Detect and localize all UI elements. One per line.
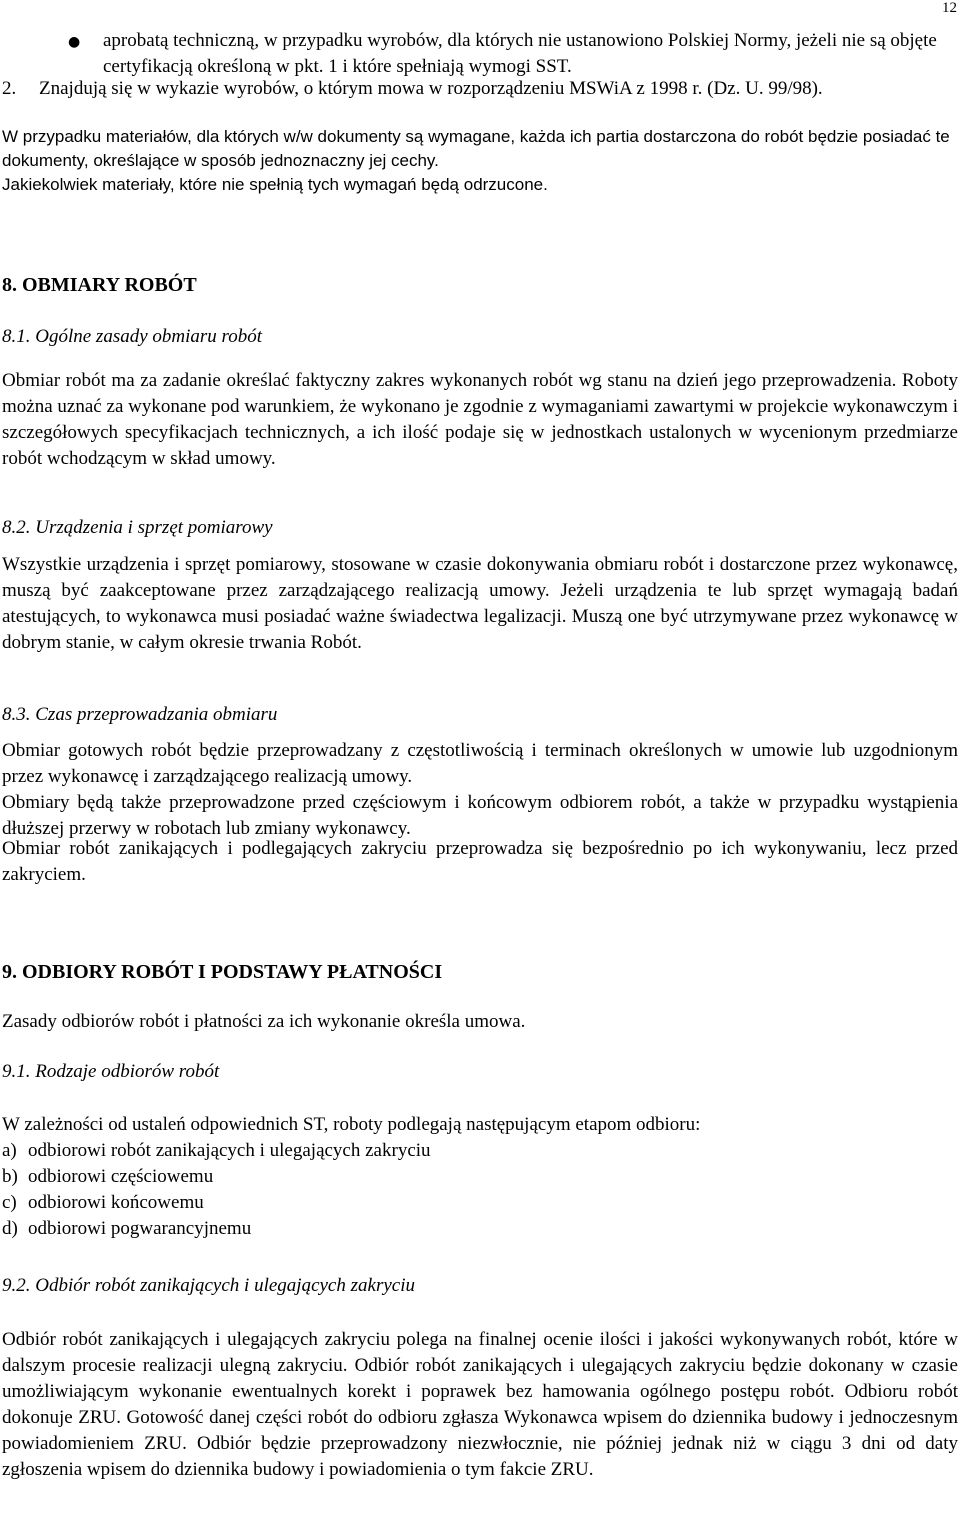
list-item-number: 2. xyxy=(2,78,17,99)
section-8-2-text: Wszystkie urządzenia i sprzęt pomiarowy, stosowane w czasie dokonywania obmiaru robót i dostarczone przez wykonawcę, muszą być zaakceptowane przez zarządzającego realizacją umowy. Jeżeli urządzenia te lub sprzęt wymagają badań atestujących, to wykonawca musi posiadać ważne świadectwa legalizacji. Muszą one być utrzymywane przez wykonawcę w dobrym stanie, w całym okresie trwania Robót. xyxy=(2,554,958,653)
section-9-2-text: Odbiór robót zanikających i ulegających zakryciu polega na finalnej ocenie ilości i jakości wykonywanych robót, które w dalszym procesie realizacji ulegną zakryciu. Odbiór robót zanikających i ulegających zakryciu będzie dokonany w czasie umożliwiającym wykonanie ewentualnych korekt i poprawek bez hamowania ogólnego postępu robót. Odbioru robót dokonuje ZRU. Gotowość danej części robót do odbioru zgłasza Wykonawca wpisem do dziennika budowy i jednoczesnym powiadomieniem ZRU. Odbiór będzie przeprowadzony niezwłocznie, nie później jednak niż w ciągu 3 dni od daty zgłoszenia wpisem do dziennika budowy i powiadomienia o tym fakcie ZRU. xyxy=(2,1329,958,1480)
list-item-text: odbiorowi końcowemu xyxy=(28,1192,204,1213)
section-8-1-text: Obmiar robót ma za zadanie określać faktyczny zakres wykonanych robót wg stanu na dzień jego przeprowadzenia. Roboty można uznać za wykonane pod warunkiem, że wykonano je zgodnie z wymaganiami zawartymi w projekcie wykonawczym i szczegółowych specyfikacjach technicznych, a ich ilość podaje się w jednostkach ustalonych w wycenionym przedmiarze robót wchodzącym w skład umowy. xyxy=(2,370,958,469)
list-item-label: d) xyxy=(2,1218,18,1239)
section-8-heading: 8. OBMIARY ROBÓT xyxy=(2,274,197,296)
bullet-item-text: aprobatą techniczną, w przypadku wyrobów, dla których nie ustanowiono Polskiej Normy, jeżeli nie są objęte certyfikacją określoną w pkt. 1 i które spełniają wymogi SST. xyxy=(103,30,937,77)
section-9-intro: Zasady odbiorów robót i płatności za ich wykonanie określa umowa. xyxy=(2,1011,526,1032)
page-number: 12 xyxy=(942,0,957,16)
section-9-heading: 9. ODBIORY ROBÓT I PODSTAWY PŁATNOŚCI xyxy=(2,961,443,983)
list-item-label: b) xyxy=(2,1166,18,1187)
list-item-text: Znajdują się w wykazie wyrobów, o którym mowa w rozporządzeniu MSWiA z 1998 r. (Dz. U. 99/98). xyxy=(39,78,823,99)
bullet-dot-icon: ● xyxy=(68,34,81,50)
materials-paragraph: W przypadku materiałów, dla których w/w dokumenty są wymagane, każda ich partia dostarczona do robót będzie posiadać te dokumenty, określające w sposób jednoznaczny jej cechy. xyxy=(2,127,950,170)
list-item xyxy=(2,1216,958,1242)
list-item xyxy=(2,1190,958,1216)
section-8-3-title: 8.3. Czas przeprowadzania obmiaru xyxy=(2,704,278,725)
list-item-label: c) xyxy=(2,1192,17,1213)
section-8-2-title: 8.2. Urządzenia i sprzęt pomiarowy xyxy=(2,517,273,538)
rejection-paragraph: Jakiekolwiek materiały, które nie spełnią tych wymagań będą odrzucone. xyxy=(2,175,548,194)
list-item xyxy=(2,1164,958,1190)
section-8-3-paragraph-3: Obmiar robót zanikających i podlegających zakryciu przeprowadza się bezpośrednio po ich wykonywaniu, lecz przed zakryciem. xyxy=(2,838,958,885)
section-8-1-title: 8.1. Ogólne zasady obmiaru robót xyxy=(2,326,263,347)
list-item xyxy=(2,1138,958,1164)
section-9-2-title: 9.2. Odbiór robót zanikających i ulegających zakryciu xyxy=(2,1275,415,1296)
section-9-1-text: W zależności od ustaleń odpowiednich ST, roboty podlegają następującym etapom odbioru: xyxy=(2,1114,701,1135)
list-item-text: odbiorowi częściowemu xyxy=(28,1166,214,1187)
section-8-3-paragraph-1: Obmiar gotowych robót będzie przeprowadzany z częstotliwością i terminach określonych w umowie lub uzgodnionym przez wykonawcę i zarządzającego realizacją umowy. xyxy=(2,740,958,787)
list-item-text: odbiorowi robót zanikających i ulegających zakryciu xyxy=(28,1140,431,1161)
section-8-3-paragraph-2: Obmiary będą także przeprowadzone przed częściowym i końcowym odbiorem robót, a także w przypadku wystąpienia dłuższej przerwy w robotach lub zmiany wykonawcy. xyxy=(2,792,958,839)
section-9-1-title: 9.1. Rodzaje odbiorów robót xyxy=(2,1061,220,1082)
acceptance-types-list xyxy=(2,1138,958,1242)
list-item-text: odbiorowi pogwarancyjnemu xyxy=(28,1218,252,1239)
list-item-label: a) xyxy=(2,1140,17,1161)
